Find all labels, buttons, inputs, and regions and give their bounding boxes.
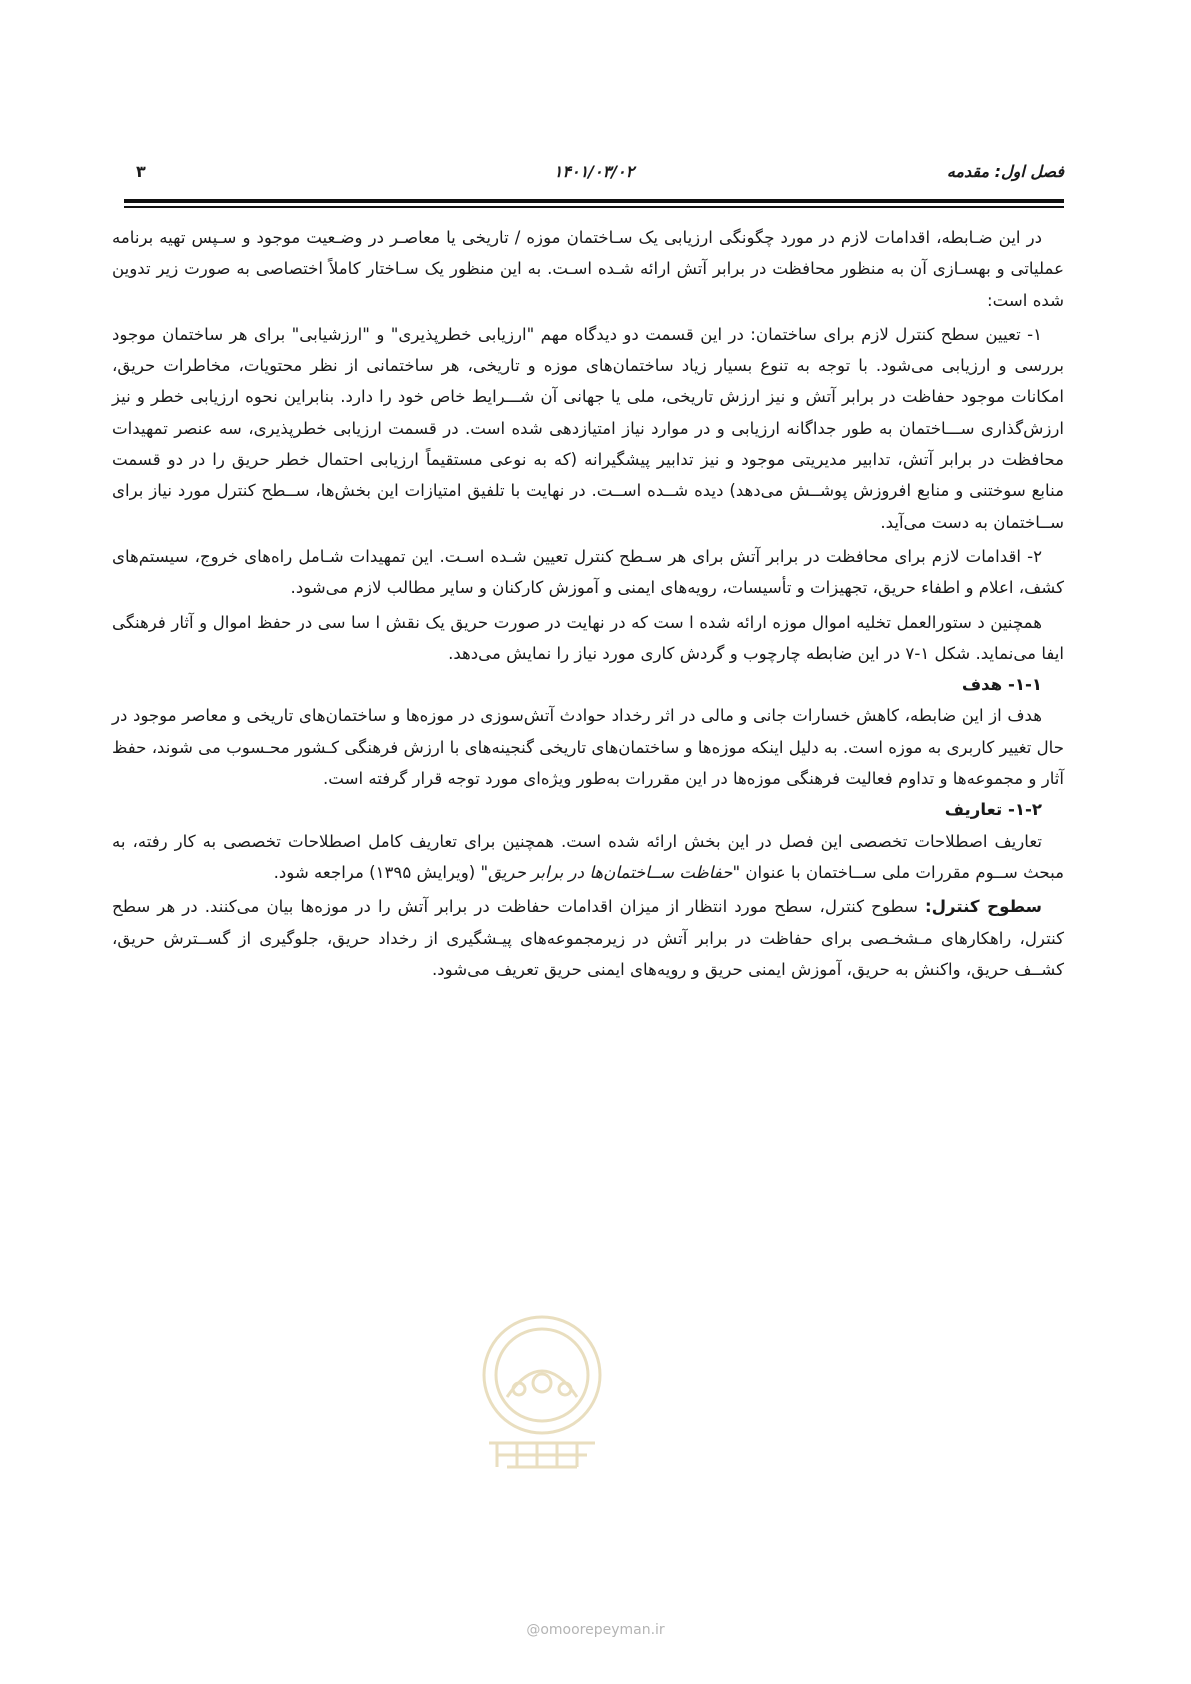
page-header [124, 162, 1064, 196]
definitions-text-1: تعاریف اصطلاحات تخصصی این فصل در این بخش ارائه شده است. همچنین برای تعاریف کامل اصطلاحات تخصصی به کار رفته، به مبحث ســوم مقررات ملی ســاختمان با عنوان " [112, 831, 1064, 882]
intro-paragraph-1: در این ضـابطه، اقدامات لازم در مورد چگونگی ارزیابی یک سـاختمان موزه / تاریخی یا معاصـر در وضـعیت موجود و سـپس تهیه برنامه عملیاتی و بهسـازی آن به منظور محافظت در برابر آتش ارائه شـده اسـت. به این منظور یک سـاختار کاملاً اختصاصی به صورت زیر تدوین شده است: [112, 228, 1064, 310]
page-body [112, 222, 1064, 985]
watermark-seal-logo [467, 1305, 617, 1485]
header-rule-thick [124, 199, 1064, 203]
chapter-title: فصل اول: مقدمه [946, 162, 1064, 181]
term-definition: سطوح کنترل، سطح مورد انتظار از میزان اقدامات حفاظت در برابر آتش را در موزه‌ها بیان می‌کنند. در هر سطح کنترل، راهکارهای مـشخـصی برای حفاظت در برابر آتش در زیرمجموعه‌های پیـشگیری از رخداد حریق، جلوگیری از گســترش حریق، کشــف حریق، واکنش به حریق، آموزش ایمنی حریق و رویه‌های ایمنی حریق تعریف می‌شود. [112, 897, 1064, 979]
definitions-text-2: " (ویرایش ۱۳۹۵) مراجعه شود. [273, 862, 489, 882]
header-date: ۱۴۰۱/۰۳/۰۲ [553, 162, 635, 181]
watermark-url: @omoorepeyman.ir [526, 1622, 665, 1638]
intro-paragraph-3: ۲- اقدامات لازم برای محافظت در برابر آتش برای هر سـطح کنترل تعیین شـده اسـت. این تمهیدات شـامل راه‌های خروج، سیستم‌های کشف، اعلام و اطفاء حریق، تجهیزات و تأسیسات، رویه‌های ایمنی و آموزش کارکنان و سایر مطالب لازم می‌شود. [112, 546, 1064, 598]
section-heading-definitions: ۱-۲- تعاریف [944, 800, 1042, 820]
section-heading-goal: ۱-۱- هدف [961, 675, 1042, 695]
term-label: سطوح کنترل: [925, 897, 1042, 917]
referenced-book-title: حفاظت ســاختمان‌ها در برابر حریق [488, 862, 733, 882]
page-number: ۳ [136, 162, 146, 181]
intro-paragraph-4: همچنین د ستورالعمل تخلیه اموال موزه ارائه شده ا ست که در نهایت در صورت حریق یک نقش ا سا سی در حفظ اموال و آثار فرهنگی ایفا می‌نماید. شکل ۱-۷ در این ضابطه چارچوب و گردش کاری مورد نیاز را نمایش می‌دهد. [112, 612, 1064, 663]
intro-paragraph-2: ۱- تعیین سطح کنترل لازم برای ساختمان: در این قسمت دو دیدگاه مهم "ارزیابی خطرپذیری" و "ارزشیابی" برای هر ساختمان موجود بررسی و ارزیابی می‌شود. با توجه به تنوع بسیار زیاد ساختمان‌های موزه و تاریخی، هر ساختمانی از نظر محتویات، مخاطرات حریق، امکانات موجود حفاظت در برابر آتش و نیز ارزش تاریخی، ملی یا جهانی آن شـــرایط خاص خود را دارد. بنابراین نحوه ارزیابی خطر و نیز ارزش‌گذاری ســـاختمان به طور جداگانه ارزیابی و در موارد نیاز امتیازدهی شده است. در قسمت ارزیابی خطرپذیری، سه عنصر تمهیدات محافظت در برابر آتش، تدابیر مدیریتی موجود و نیز تدابیر پیشگیرانه (که به نوعی مستقیماً ارزیابی احتمال خطر حریق را در دو قسمت منابع سوختنی و منابع افروزش پوشــش می‌دهد) دیده شــده اســت. در نهایت با تلفیق امتیازات این بخش‌ها، ســطح کنترل مورد نیاز برای ســاختمان به دست می‌آید. [112, 324, 1064, 532]
goal-paragraph: هدف از این ضابطه، کاهش خسارات جانی و مالی در اثر رخداد حوادث آتش‌سوزی در موزه‌ها و ساختمان‌های تاریخی و معاصر موجود در حال تغییر کاربری به موزه است. به دلیل اینکه موزه‌ها و ساختمان‌های تاریخی گنجینه‌های با ارزش فرهنگی کـشور محـسوب می شوند، حفظ آثار و مجموعه‌ها و تداوم فعالیت فرهنگی موزه‌ها در این مقررات به‌طور ویژه‌ای مورد توجه قرار گرفته است. [112, 706, 1064, 789]
header-rule-thin [124, 206, 1064, 208]
term-paragraph [112, 891, 1064, 985]
definitions-paragraph [112, 826, 1064, 889]
